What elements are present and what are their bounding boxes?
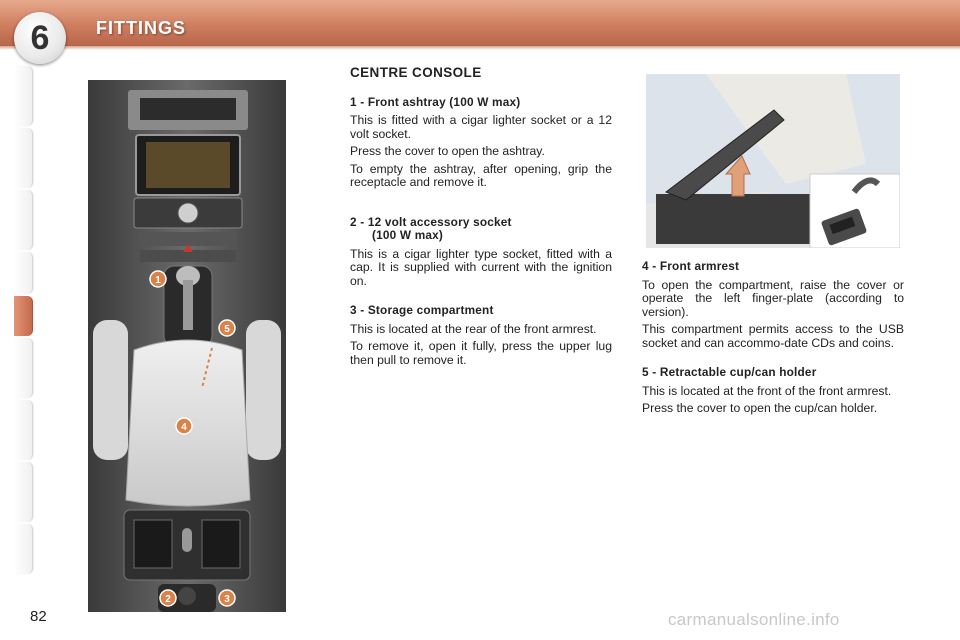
chapter-tab[interactable] bbox=[14, 524, 33, 574]
item-heading-3: 3 - Storage compartment bbox=[350, 303, 494, 317]
item-heading-1: 1 - Front ashtray (100 W max) bbox=[350, 94, 521, 109]
item-1-paragraph-3: To empty the ashtray, after opening, grip the receptacle and remove it. bbox=[350, 161, 612, 189]
item-1-paragraph-1: This is fitted with a cigar lighter socket or a 12 volt socket. bbox=[350, 113, 612, 141]
item-5-paragraph-2: Press the cover to open the cup/can holder. bbox=[642, 401, 878, 415]
item-2-paragraph-1: This is a cigar lighter type socket, fitted with a cap. It is supplied with current with the ignition on. bbox=[350, 246, 612, 288]
page-title: CENTRE CONSOLE bbox=[350, 65, 482, 80]
item-heading-2 bbox=[350, 216, 612, 243]
chapter-tab[interactable] bbox=[14, 252, 33, 294]
callout-label-4: 4 bbox=[181, 422, 187, 433]
text-column-left bbox=[350, 66, 612, 371]
callout-label-2: 2 bbox=[165, 594, 171, 605]
chapter-tab-active[interactable] bbox=[14, 296, 33, 336]
chapter-tab[interactable] bbox=[14, 190, 33, 250]
item-5-paragraph-1: This is located at the front of the front armrest. bbox=[642, 383, 892, 398]
item-4-paragraph-2: This compartment permits access to the USB socket and can accommo-date CDs and coins. bbox=[642, 322, 904, 350]
item-heading-4: 4 - Front armrest bbox=[642, 259, 740, 273]
callout-label-1: 1 bbox=[155, 275, 161, 286]
item-4-paragraph-1: To open the compartment, raise the cover or operate the left finger-plate (according to version). bbox=[642, 277, 904, 319]
chapter-number-badge: 6 bbox=[14, 12, 66, 64]
centre-console-photo bbox=[88, 80, 286, 612]
chapter-tabs bbox=[14, 66, 34, 576]
chapter-tab[interactable] bbox=[14, 128, 33, 188]
callout-label-3: 3 bbox=[224, 594, 230, 605]
text-column-right bbox=[642, 260, 904, 420]
item-heading-2-line-1: 2 - 12 volt accessory socket bbox=[350, 214, 512, 229]
chapter-tab[interactable] bbox=[14, 66, 33, 126]
chapter-tab[interactable] bbox=[14, 462, 33, 522]
chapter-tab[interactable] bbox=[14, 400, 33, 460]
callout-label-5: 5 bbox=[224, 324, 230, 335]
item-1-paragraph-2: Press the cover to open the ashtray. bbox=[350, 144, 545, 158]
watermark-text[interactable]: carmanualsonline.info bbox=[668, 610, 840, 629]
page-number: 82 bbox=[30, 608, 47, 625]
chapter-tab[interactable] bbox=[14, 338, 33, 398]
item-3-paragraph-1: This is located at the rear of the front armrest. bbox=[350, 321, 597, 336]
item-heading-2-line-2: (100 W max) bbox=[372, 228, 444, 242]
item-heading-5: 5 - Retractable cup/can holder bbox=[642, 365, 817, 379]
section-title: FITTINGS bbox=[96, 18, 186, 38]
armrest-usb-photo bbox=[646, 74, 900, 248]
item-3-paragraph-2: To remove it, open it fully, press the upper lug then pull to remove it. bbox=[350, 339, 612, 367]
